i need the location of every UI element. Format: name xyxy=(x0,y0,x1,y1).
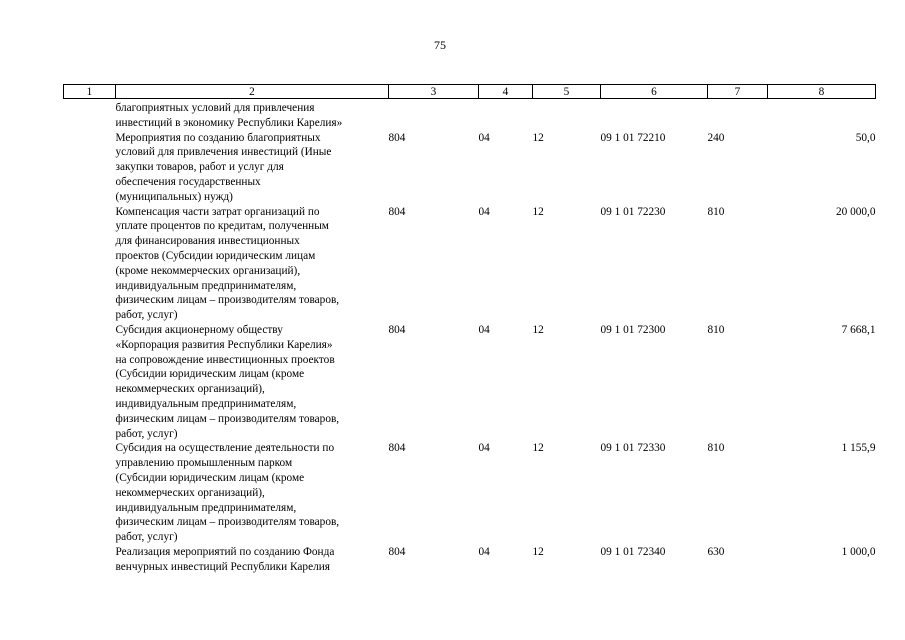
ministry-code-cell: 804 xyxy=(388,205,406,218)
row-number-cell xyxy=(64,441,116,545)
row-number-cell xyxy=(64,323,116,441)
budget-table xyxy=(63,84,876,575)
table-row xyxy=(64,441,876,545)
item-name-line: инвестиций в экономику Республики Карелия» xyxy=(115,116,343,129)
ministry-code-cell: 804 xyxy=(388,131,406,144)
column-header-8: 8 xyxy=(768,85,876,99)
expense-type-cell xyxy=(708,99,768,131)
target-article-cell xyxy=(601,99,708,131)
section-code-cell xyxy=(479,99,533,131)
expense-type-cell: 810 xyxy=(707,442,725,455)
item-name-line: (муниципальных) нужд) xyxy=(115,190,233,203)
item-name-line: венчурных инвестиций Республики Карелия xyxy=(115,560,330,573)
item-name-line: «Корпорация развития Республики Карелия» xyxy=(115,338,333,351)
subsection-code-cell: 12 xyxy=(532,442,544,455)
item-name-line: закупки товаров, работ и услуг для xyxy=(115,161,284,174)
item-name-line: работ, услуг) xyxy=(115,309,178,322)
item-name-line: на сопровождение инвестиционных проектов xyxy=(115,353,335,366)
target-article-cell: 09 1 01 72230 xyxy=(600,205,666,218)
target-article-cell: 09 1 01 72210 xyxy=(600,131,666,144)
table-row xyxy=(64,205,876,323)
column-header-5: 5 xyxy=(533,85,601,99)
item-name-cell xyxy=(116,323,389,441)
item-name-line: (Субсидии юридическим лицам (кроме xyxy=(115,368,305,381)
column-number-header-row xyxy=(64,85,876,99)
item-name-line: некоммерческих организаций), xyxy=(115,383,265,396)
item-name-line: условий для привлечения инвестиций (Иные xyxy=(115,146,332,159)
table-row xyxy=(64,545,876,575)
ministry-code-cell: 804 xyxy=(388,545,406,558)
row-number-cell xyxy=(64,99,116,131)
item-name-line: индивидуальным предпринимателям, xyxy=(115,501,297,514)
item-name-line: Субсидия на осуществление деятельности по xyxy=(115,442,335,455)
section-code-cell: 04 xyxy=(478,545,490,558)
item-name-line: (Субсидии юридическим лицам (кроме xyxy=(115,471,305,484)
subsection-code-cell: 12 xyxy=(532,323,544,336)
item-name-cell xyxy=(116,99,389,131)
column-header-2: 2 xyxy=(116,85,389,99)
amount-cell: 1 000,0 xyxy=(841,545,876,558)
item-name-line: работ, услуг) xyxy=(115,427,178,440)
item-name-line: уплате процентов по кредитам, полученным xyxy=(115,220,329,233)
table-row xyxy=(64,99,876,131)
column-header-1: 1 xyxy=(64,85,116,99)
table-row xyxy=(64,323,876,441)
item-name-line: Компенсация части затрат организаций по xyxy=(115,205,320,218)
section-code-cell: 04 xyxy=(478,205,490,218)
item-name-cell xyxy=(116,205,389,323)
amount-cell: 20 000,0 xyxy=(835,205,876,218)
item-name-cell xyxy=(116,441,389,545)
amount-cell xyxy=(768,99,876,131)
item-name-line: благоприятных условий для привлечения xyxy=(115,102,315,114)
item-name-line: физическим лицам – производителям товаров, xyxy=(115,412,340,425)
section-code-cell: 04 xyxy=(478,131,490,144)
target-article-cell: 09 1 01 72330 xyxy=(600,442,666,455)
table-body xyxy=(64,99,876,575)
expense-type-cell: 630 xyxy=(707,545,725,558)
item-name-line: индивидуальным предпринимателям, xyxy=(115,397,297,410)
item-name-cell xyxy=(116,545,389,575)
table-row xyxy=(64,131,876,205)
item-name-line: индивидуальным предпринимателям, xyxy=(115,279,297,292)
item-name-line: (кроме некоммерческих организаций), xyxy=(115,264,301,277)
subsection-code-cell xyxy=(533,99,601,131)
expense-type-cell: 810 xyxy=(707,205,725,218)
ministry-code-cell xyxy=(389,99,479,131)
section-code-cell: 04 xyxy=(478,442,490,455)
column-header-6: 6 xyxy=(601,85,708,99)
item-name-line: физическим лицам – производителям товаров, xyxy=(115,294,340,307)
expense-type-cell: 810 xyxy=(707,323,725,336)
page-number: 75 xyxy=(434,38,446,52)
column-header-7: 7 xyxy=(708,85,768,99)
target-article-cell: 09 1 01 72340 xyxy=(600,545,666,558)
row-number-cell xyxy=(64,545,116,575)
ministry-code-cell: 804 xyxy=(388,323,406,336)
column-header-3: 3 xyxy=(389,85,479,99)
subsection-code-cell: 12 xyxy=(532,131,544,144)
item-name-cell xyxy=(116,131,389,205)
item-name-line: обеспечения государственных xyxy=(115,175,261,188)
target-article-cell: 09 1 01 72300 xyxy=(600,323,666,336)
item-name-line: Реализация мероприятий по созданию Фонда xyxy=(115,545,335,558)
item-name-line: проектов (Субсидии юридическим лицам xyxy=(115,249,316,262)
item-name-line: для финансирования инвестиционных xyxy=(115,235,300,248)
row-number-cell xyxy=(64,205,116,323)
item-name-line: Мероприятия по созданию благоприятных xyxy=(115,131,321,144)
amount-cell: 50,0 xyxy=(855,131,876,144)
item-name-line: управлению промышленным парком xyxy=(115,457,293,470)
section-code-cell: 04 xyxy=(478,323,490,336)
expense-type-cell: 240 xyxy=(707,131,725,144)
subsection-code-cell: 12 xyxy=(532,205,544,218)
ministry-code-cell: 804 xyxy=(388,442,406,455)
amount-cell: 1 155,9 xyxy=(841,442,876,455)
item-name-line: некоммерческих организаций), xyxy=(115,486,265,499)
row-number-cell xyxy=(64,131,116,205)
item-name-line: физическим лицам – производителям товаров, xyxy=(115,516,340,529)
item-name-line: Субсидия акционерному обществу xyxy=(115,323,283,336)
amount-cell: 7 668,1 xyxy=(841,323,876,336)
item-name-line: работ, услуг) xyxy=(115,531,178,544)
subsection-code-cell: 12 xyxy=(532,545,544,558)
column-header-4: 4 xyxy=(479,85,533,99)
